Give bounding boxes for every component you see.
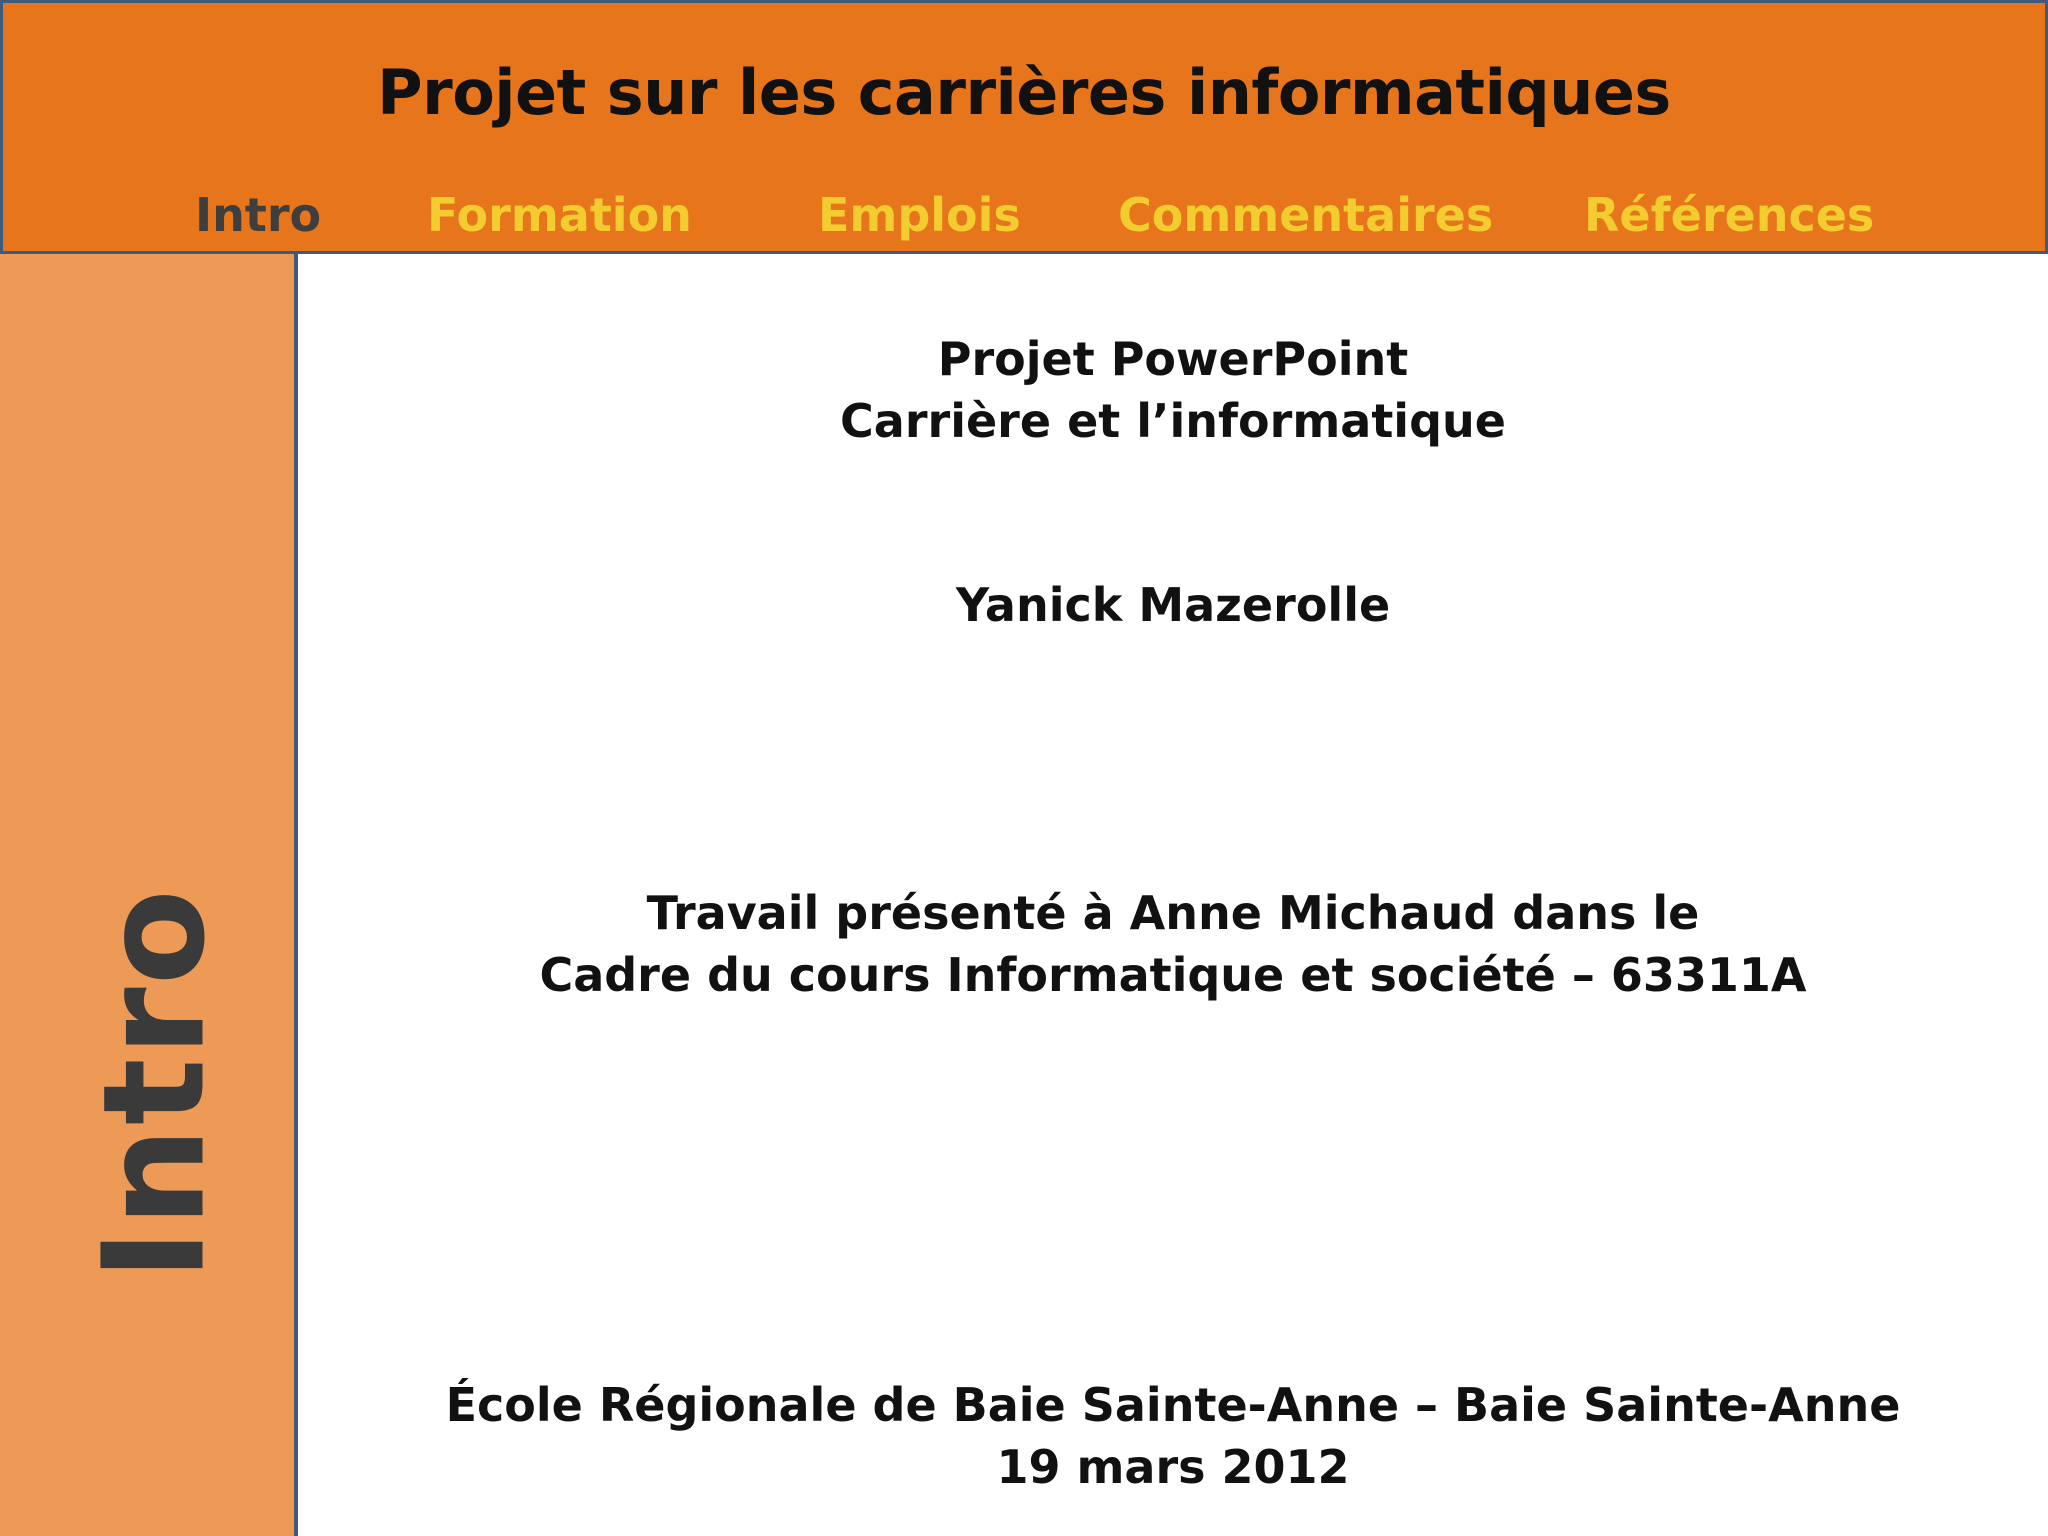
author-line: Yanick Mazerolle	[955, 578, 1391, 632]
presented-block	[298, 882, 2048, 1006]
project-block	[298, 328, 2048, 452]
presented-line-1: Travail présenté à Anne Michaud dans le	[646, 886, 1700, 940]
sidebar	[0, 254, 298, 1536]
nav-item-intro[interactable]: Intro	[195, 188, 322, 242]
nav-item-references[interactable]: Références	[1584, 188, 1875, 242]
nav-item-commentaires[interactable]: Commentaires	[1118, 188, 1494, 242]
main-content	[298, 254, 2048, 1536]
nav-item-formation[interactable]: Formation	[427, 188, 692, 242]
date-line: 19 mars 2012	[996, 1440, 1350, 1494]
sidebar-section-label: Intro	[73, 887, 237, 1281]
project-line-2: Carrière et l’informatique	[840, 394, 1506, 448]
presented-line-2: Cadre du cours Informatique et société – 63311A	[539, 948, 1807, 1002]
nav-item-emplois[interactable]: Emplois	[818, 188, 1021, 242]
school-block	[298, 1374, 2048, 1498]
page-title: Projet sur les carrières informatiques	[377, 56, 1671, 129]
school-line: École Régionale de Baie Sainte-Anne – Baie Sainte-Anne	[445, 1378, 1901, 1432]
project-line-1: Projet PowerPoint	[937, 332, 1409, 386]
author-name	[298, 574, 2048, 636]
